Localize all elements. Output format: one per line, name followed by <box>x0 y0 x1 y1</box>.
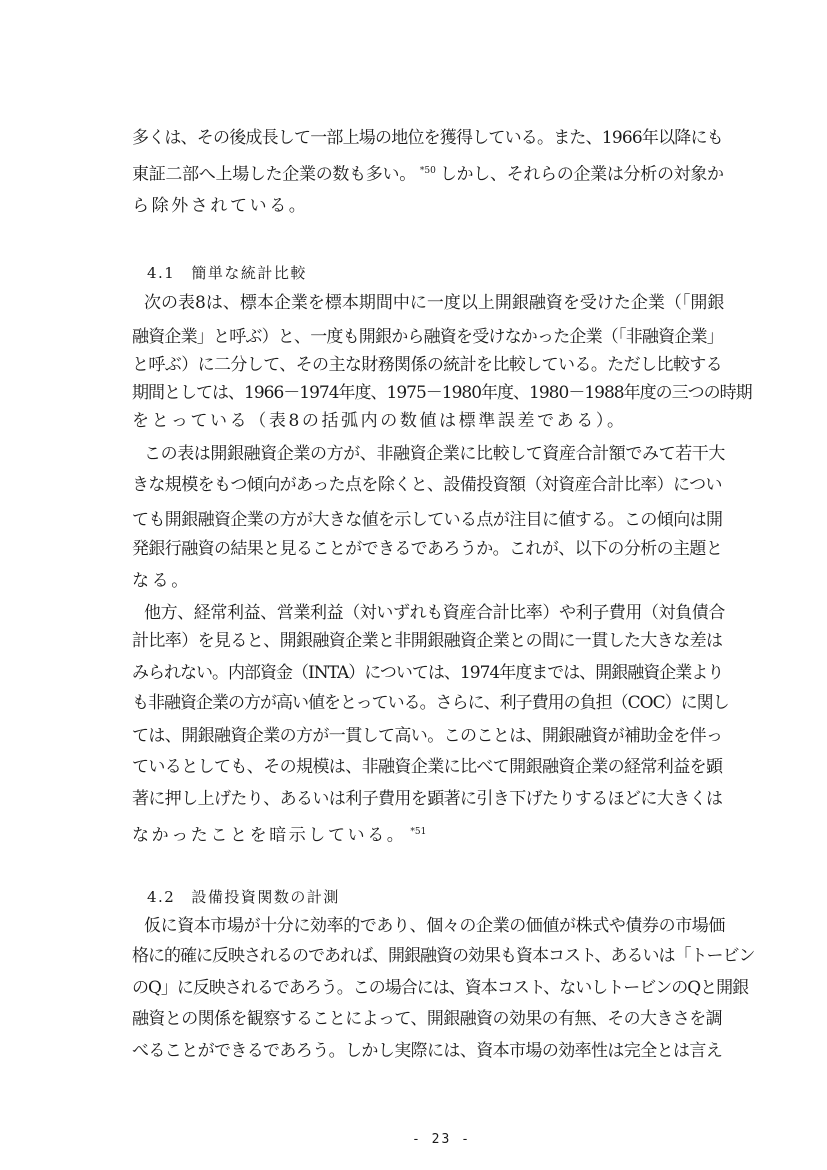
section-number: 4.1 <box>147 264 176 282</box>
text-line <box>132 821 430 847</box>
text-line: のQ」に反映されるであろう。この場合には、資本コスト、ないしトービンのQと開銀 <box>132 978 749 998</box>
text-line: 発銀行融資の結果と見ることができるであろうか。これが、以下の分析の主題と <box>132 539 723 559</box>
text-line: と呼ぶ）に二分して、その主な財務関係の統計を比較している。ただし比較する <box>132 355 723 375</box>
text-line: みられない。内部資金（INTA）については、1974年度までは、開銀融資企業より <box>132 663 724 683</box>
text-line: 格に的確に反映されるのであれば、開銀融資の効果も資本コスト、あるいは「トービン <box>132 946 755 966</box>
section-heading <box>147 262 307 283</box>
text-line: 融資との関係を観察することによって、開銀融資の効果の有無、その大きさを調 <box>132 1009 723 1029</box>
text-line: 仮に資本市場が十分に効率的であり、個々の企業の価値が株式や債券の市場価 <box>144 916 725 936</box>
text-segment: しかし、それらの企業は分析の対象か <box>439 164 724 185</box>
text-line <box>132 160 724 186</box>
text-line: 他方、経常利益、営業利益（対いずれも資産合計比率）や利子費用（対負債合 <box>144 603 725 623</box>
text-line: ては、開銀融資企業の方が一貫して高い。このことは、開銀融資が補助金を伴っ <box>132 726 723 746</box>
text-line: 次の表8は、標本企業を標本期間中に一度以上開銀融資を受けた企業（「開銀 <box>144 293 725 313</box>
text-line: 融資企業」と呼ぶ）と、一度も開銀から融資を受けなかった企業（「非融資企業」 <box>132 327 723 347</box>
section-heading <box>147 886 340 907</box>
text-line: ているとしても、その規模は、非融資企業に比べて開銀融資企業の経常利益を顕 <box>132 757 723 777</box>
section-title: 簡単な統計比較 <box>191 264 307 282</box>
footnote-marker: *51 <box>410 827 427 837</box>
text-line: 計比率）を見ると、開銀融資企業と非開銀融資企業との間に一貫した大きな差は <box>132 631 723 651</box>
text-line: ら除外されている。 <box>132 196 309 216</box>
text-line: 著に押し上げたり、あるいは利子費用を顕著に引き下げたりするほどに大きくは <box>132 789 723 809</box>
section-title: 設備投資関数の計測 <box>191 888 340 906</box>
text-line: をとっている（表8の括弧内の数値は標準誤差である）。 <box>132 411 627 431</box>
text-line: 期間としては、1966－1974年度、1975－1980年度、1980－1988年度の三つの時期 <box>132 383 752 403</box>
footnote-marker: *50 <box>419 166 436 176</box>
section-number: 4.2 <box>147 888 176 906</box>
text-line: べることができるであろう。しかし実際には、資本市場の効率性は完全とは言え <box>132 1041 723 1061</box>
text-line: きな規模をもつ傾向があった点を除くと、設備投資額（対資産合計比率）につい <box>132 475 722 495</box>
text-line: なる。 <box>132 571 191 591</box>
text-line: この表は開銀融資企業の方が、非融資企業に比較して資産合計額でみて若干大 <box>144 444 725 464</box>
text-line: ても開銀融資企業の方が大きな値を示している点が注目に値する。この傾向は開 <box>132 510 723 530</box>
text-line: も非融資企業の方が高い値をとっている。さらに、利子費用の負担（COC）に関し <box>132 693 729 713</box>
page-number: - 23 - <box>412 1132 471 1147</box>
text-segment: なかったことを暗示している。 <box>132 825 407 846</box>
text-segment: 東証二部へ上場した企業の数も多い。 <box>132 164 416 185</box>
text-line: 多くは、その後成長して一部上場の地位を獲得している。また、1966年以降にも <box>132 128 723 148</box>
